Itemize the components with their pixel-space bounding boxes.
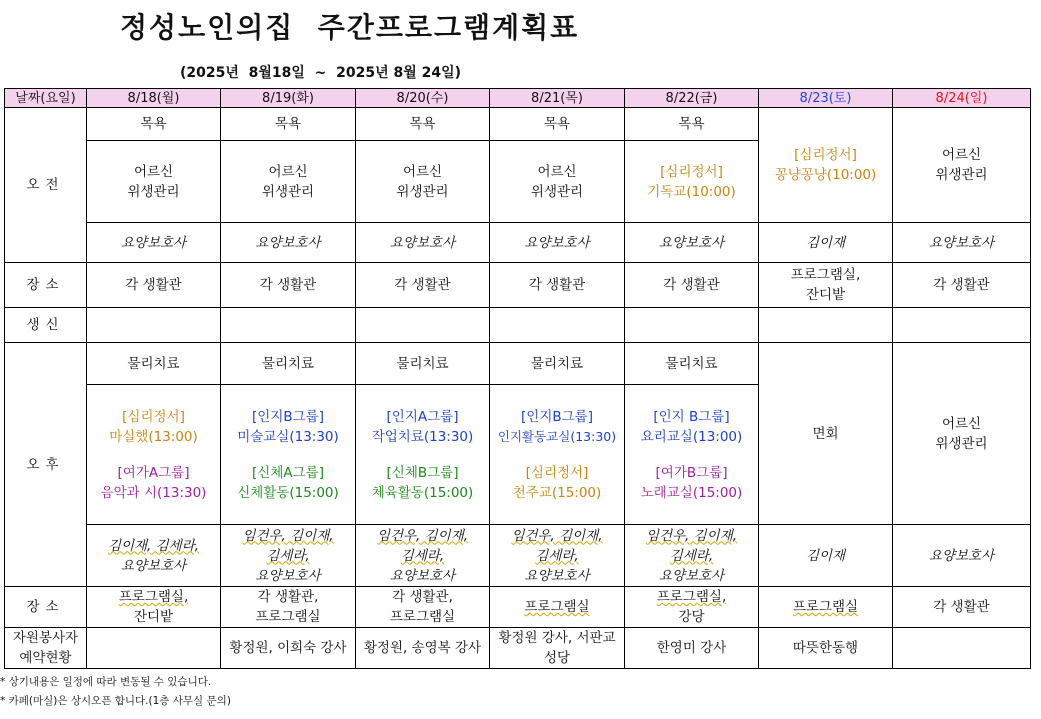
pm-staff-line2: 김세라,: [266, 547, 310, 564]
pm-staff-line2: 김세라,: [400, 547, 445, 564]
pm-staff-tue: [221, 525, 356, 587]
pm-place-fri-line2: 강당: [678, 609, 705, 625]
am-hygiene-wed: [356, 141, 490, 223]
pm-place-mon: [87, 587, 221, 628]
volunteer-fri: 한영미 강사: [625, 628, 759, 669]
pm-tue-tag2: [신체A그룹]: [252, 464, 324, 481]
pm-staff-fri: [625, 525, 759, 587]
row-label-am: 오전: [5, 108, 87, 263]
pm-physio-fri: 물리치료: [625, 343, 759, 385]
pm-program-wed: [356, 385, 490, 525]
header-day-sat: 8/23(토): [759, 89, 893, 108]
pm-tue-tag1: [인지B그룹]: [252, 408, 324, 425]
footnote-schedule-change: * 상기내용은 일정에 따라 변동될 수 있습니다.: [0, 676, 212, 688]
pm-staff-thu: [490, 525, 625, 587]
header-date-label: 날짜(요일): [5, 89, 87, 108]
pm-staff-sun: 요양보호사: [893, 525, 1031, 587]
pm-staff-mon-line1: 김이재, 김세라,: [107, 537, 200, 554]
am-sat-program: 꽁냥꽁냥(10:00): [774, 167, 877, 183]
pm-staff-sat: 김이재: [759, 525, 893, 587]
am-bath-wed: 목욕: [356, 108, 490, 141]
pm-staff-mon: [87, 525, 221, 587]
am-hygiene-line2: 위생관리: [396, 183, 449, 200]
header-row: [5, 89, 1031, 108]
am-hygiene-line1: 어르신: [133, 163, 174, 180]
am-staff-sun: 요양보호사: [893, 223, 1031, 263]
am-sun-line1: 어르신: [941, 147, 982, 163]
am-program-sun: [893, 108, 1031, 223]
pm-sun-line2: 위생관리: [935, 435, 988, 452]
pm-tue-prog1: 미술교실(13:30): [237, 428, 339, 445]
am-place-fri: 각 생활관: [625, 263, 759, 308]
pm-mon-tag1: [심리정서]: [122, 408, 185, 425]
am-hygiene-line1: 어르신: [268, 163, 308, 180]
volunteer-row: [5, 628, 1031, 669]
birthday-sun: [893, 308, 1031, 343]
pm-place-wed-line1: 각 생활관,: [392, 589, 453, 605]
row-label-pm: 오후: [5, 343, 87, 587]
am-place-sat: [759, 263, 893, 308]
pm-mon-prog2: 음악과 시(13:30): [100, 484, 207, 501]
pm-staff-mon-line2: 요양보호사: [120, 557, 187, 574]
pm-staff-row: [5, 525, 1031, 587]
pm-physio-wed: 물리치료: [356, 343, 490, 385]
volunteer-wed: 황정원, 송영복 강사: [356, 628, 490, 669]
pm-mon-tag2: [여가A그룹]: [117, 464, 190, 481]
am-place-sat-line2: 잔디밭: [805, 287, 846, 303]
pm-place-row: [5, 587, 1031, 628]
pm-place-mon-line2: 잔디밭: [133, 609, 174, 625]
pm-physio-row: [5, 343, 1031, 385]
pm-staff-line3: 요양보호사: [255, 567, 321, 584]
header-day-fri: 8/22(금): [625, 89, 759, 108]
pm-place-fri: [625, 587, 759, 628]
am-fri-tag: [심리정서]: [660, 163, 723, 180]
am-hygiene-line1: 어르신: [402, 163, 443, 180]
pm-place-tue-line2: 프로그램실: [255, 609, 321, 625]
pm-thu-tag1: [인지B그룹]: [521, 408, 593, 425]
pm-place-sun: 각 생활관: [893, 587, 1031, 628]
pm-place-thu: 프로그램실: [490, 587, 625, 628]
am-fri-program: 기독교(10:00): [647, 183, 736, 200]
am-hygiene-line2: 위생관리: [530, 183, 584, 200]
pm-place-wed: [356, 587, 490, 628]
pm-wed-prog1: 작업치료(13:30): [371, 428, 474, 445]
footnote-cafe: * 카페(마실)은 상시오픈 합니다.(1층 사무실 문의): [0, 695, 231, 707]
pm-place-sat: 프로그램실: [759, 587, 893, 628]
am-staff-sat: 김이재: [759, 223, 893, 263]
am-staff-tue: 요양보호사: [221, 223, 356, 263]
am-place-tue: 각 생활관: [221, 263, 356, 308]
pm-program-thu: [490, 385, 625, 525]
pm-staff-line3: 요양보호사: [389, 567, 456, 584]
pm-place-wed-line2: 프로그램실: [389, 609, 456, 625]
am-bath-row: [5, 108, 1031, 141]
pm-wed-tag1: [인지A그룹]: [386, 408, 459, 425]
pm-fri-tag2: [여가B그룹]: [655, 464, 728, 481]
pm-place-fri-line1: 프로그램실,: [656, 589, 727, 605]
pm-wed-tag2: [신체B그룹]: [386, 464, 459, 481]
pm-staff-line1: 임건우, 김이재,: [511, 527, 603, 544]
am-place-row: [5, 263, 1031, 308]
pm-fri-prog1: 요리교실(13:00): [640, 428, 743, 445]
am-program-sat: [759, 108, 893, 223]
birthday-thu: [490, 308, 625, 343]
row-label-volunteer: [5, 628, 87, 669]
pm-mon-prog1: 마실했(13:00): [109, 428, 198, 445]
birthday-sat: [759, 308, 893, 343]
volunteer-mon: [87, 628, 221, 669]
birthday-wed: [356, 308, 490, 343]
volunteer-sat: 따뜻한동행: [759, 628, 893, 669]
pm-staff-line3: 요양보호사: [658, 567, 725, 584]
pm-wed-prog2: 체육활동(15:00): [371, 484, 474, 501]
volunteer-thu: 황정원 강사, 서판교 성당: [490, 628, 625, 669]
pm-program-sat: 면회: [759, 343, 893, 525]
row-label-am-place: 장소: [5, 263, 87, 308]
pm-thu-tag2: [심리정서]: [525, 464, 589, 481]
am-hygiene-line2: 위생관리: [127, 183, 180, 200]
pm-program-sun: [893, 343, 1031, 525]
am-staff-row: [5, 223, 1031, 263]
am-place-mon: 각 생활관: [87, 263, 221, 308]
pm-physio-mon: 물리치료: [87, 343, 221, 385]
am-bath-fri: 목욕: [625, 108, 759, 141]
pm-physio-thu: 물리치료: [490, 343, 625, 385]
am-hygiene-tue: [221, 141, 356, 223]
am-hygiene-line1: 어르신: [537, 163, 577, 180]
am-bath-thu: 목욕: [490, 108, 625, 141]
page-title: 정성노인의집 주간프로그램계획표: [120, 11, 580, 44]
header-day-mon: 8/18(월): [87, 89, 221, 108]
schedule-table: [4, 88, 1031, 669]
am-staff-thu: 요양보호사: [490, 223, 625, 263]
pm-place-tue-line1: 각 생활관,: [257, 589, 319, 605]
header-day-thu: 8/21(목): [490, 89, 625, 108]
am-staff-fri: 요양보호사: [625, 223, 759, 263]
footnotes: [0, 673, 231, 711]
am-sat-tag: [심리정서]: [794, 147, 857, 163]
row-label-birthday: 생신: [5, 308, 87, 343]
am-place-thu: 각 생활관: [490, 263, 625, 308]
am-hygiene-mon: [87, 141, 221, 223]
pm-program-tue: [221, 385, 356, 525]
date-range: (2025년 8월18일 ~ 2025년 8월 24일): [180, 65, 462, 81]
am-place-sun: 각 생활관: [893, 263, 1031, 308]
row-label-pm-place: 장소: [5, 587, 87, 628]
pm-fri-prog2: 노래교실(15:00): [640, 484, 743, 501]
am-sun-line2: 위생관리: [935, 167, 988, 183]
am-place-wed: 각 생활관: [356, 263, 490, 308]
pm-staff-line1: 임건우, 김이재,: [242, 527, 334, 544]
header-day-wed: 8/20(수): [356, 89, 490, 108]
am-bath-tue: 목욕: [221, 108, 356, 141]
volunteer-label-line1: 자원봉사자: [12, 630, 79, 646]
birthday-mon: [87, 308, 221, 343]
pm-program-mon: [87, 385, 221, 525]
pm-program-fri: [625, 385, 759, 525]
pm-staff-line2: 김세라,: [535, 547, 579, 564]
am-staff-wed: 요양보호사: [356, 223, 490, 263]
volunteer-sun: [893, 628, 1031, 669]
pm-fri-tag1: [인지 B그룹]: [653, 408, 730, 425]
birthday-fri: [625, 308, 759, 343]
pm-staff-line3: 요양보호사: [524, 567, 590, 584]
pm-staff-line2: 김세라,: [669, 547, 714, 564]
volunteer-tue: 황정원, 이희숙 강사: [221, 628, 356, 669]
birthday-row: [5, 308, 1031, 343]
pm-staff-wed: [356, 525, 490, 587]
pm-thu-prog1: 인지활동교실(13:30): [497, 428, 617, 444]
am-hygiene-line2: 위생관리: [261, 183, 315, 200]
pm-place-tue: [221, 587, 356, 628]
pm-staff-line1: 임건우, 김이재,: [376, 527, 469, 544]
header-day-tue: 8/19(화): [221, 89, 356, 108]
birthday-tue: [221, 308, 356, 343]
am-staff-mon: 요양보호사: [87, 223, 221, 263]
am-bath-mon: 목욕: [87, 108, 221, 141]
pm-sun-line1: 어르신: [941, 415, 982, 432]
am-program-fri: [625, 141, 759, 223]
pm-staff-line1: 임건우, 김이재,: [645, 527, 738, 544]
volunteer-label-line2: 예약현황: [19, 650, 72, 666]
am-hygiene-thu: [490, 141, 625, 223]
pm-thu-prog2: 천주교(15:00): [512, 484, 602, 501]
pm-tue-prog2: 신체활동(15:00): [237, 484, 339, 501]
am-place-sat-line1: 프로그램실,: [790, 267, 861, 283]
pm-place-mon-line1: 프로그램실,: [118, 589, 189, 605]
header-day-sun: 8/24(일): [893, 89, 1031, 108]
pm-physio-tue: 물리치료: [221, 343, 356, 385]
